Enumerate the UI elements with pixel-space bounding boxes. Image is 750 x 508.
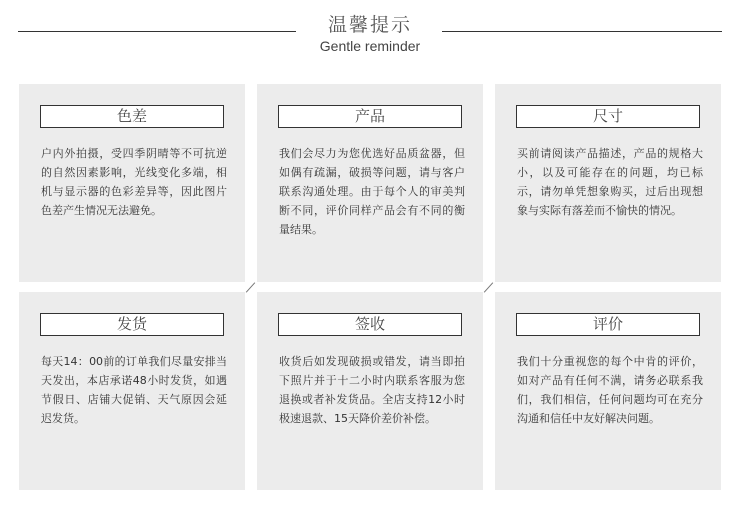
card-connector-line: [246, 282, 255, 292]
card-connector-line: [484, 282, 493, 292]
page-title: 温馨提示: [327, 14, 412, 36]
card-size: [495, 84, 721, 282]
card-receipt: [257, 292, 483, 490]
card-color-difference: [19, 84, 245, 282]
card-text: 我们会尽力为您优选好品质盆器，但如偶有疏漏，破损等问题，请与客户联系沟通处理。由于每个人的审美判断不同，评价同样产品会有不同的衡量结果。: [279, 147, 465, 236]
card-title: 产品: [278, 105, 462, 128]
header-divider-left: [18, 31, 296, 32]
card-product: [257, 84, 483, 282]
card-text: 户内外拍摄，受四季阴晴等不可抗逆的自然因素影响，光线变化多端，相机与显示器的色彩差异等，因此图片色差产生情况无法避免。: [41, 147, 227, 217]
card-title: 签收: [278, 313, 462, 336]
card-title: 尺寸: [516, 105, 700, 128]
card-shipping: [19, 292, 245, 490]
card-text: 收货后如发现破损或错发，请当即拍下照片并于十二小时内联系客服为您退换或者补发货品。全店支持12小时极速退款、15天降价差价补偿。: [279, 355, 465, 425]
card-text: 我们十分重视您的每个中肯的评价，如对产品有任何不满，请务必联系我们，我们相信，任何问题均可在充分沟通和信任中友好解决问题。: [517, 355, 703, 425]
header-divider-right: [442, 31, 722, 32]
card-review: [495, 292, 721, 490]
card-title: 评价: [516, 313, 700, 336]
card-title: 色差: [40, 105, 224, 128]
card-text: 每天14：00前的订单我们尽量安排当天发出，本店承诺48小时发货，如遇节假日、店铺大促销、天气原因会延迟发货。: [41, 355, 227, 425]
card-text: 买前请阅读产品描述，产品的规格大小，以及可能存在的问题，均已标示，请勿单凭想象购买，过后出现想象与实际有落差而不愉快的情况。: [517, 147, 703, 217]
page-subtitle: Gentle reminder: [319, 38, 421, 54]
card-title: 发货: [40, 313, 224, 336]
